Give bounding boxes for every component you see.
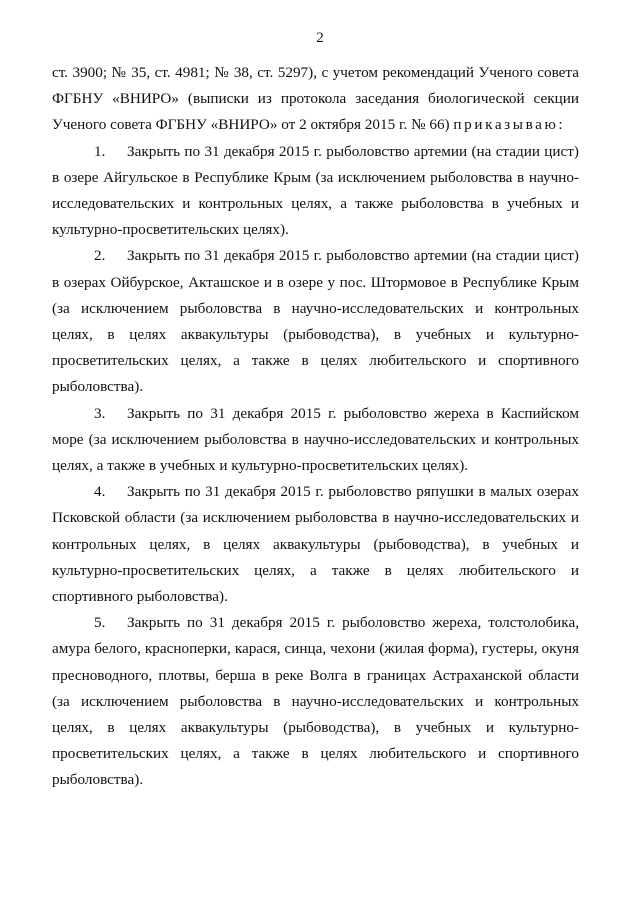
item-text: Закрыть по 31 декабря 2015 г. рыболовство жереха, толстолобика, амура белого, красноперки, карася, синца, чехони (жилая форма), густеры, окуня пресноводного, плотвы, берша в реке Волга в границах Астраханской области (за исключением рыболовства в научно-исследовательских и контрольных целях, в целях аквакультуры (рыбоводства), в учебных и культурно-просветительских целях, а также в целях любительского и спортивного рыболовства). (52, 614, 579, 789)
item-number: 1. (94, 142, 106, 160)
intro-text: ст. 3900; № 35, ст. 4981; № 38, ст. 5297), с учетом рекомендаций Ученого совета ФГБНУ «ВНИРО» (выписки из протокола заседания биологической секции Ученого совета ФГБНУ «ВНИРО» от 2 октября 2015 г. № 66) (52, 64, 579, 134)
list-item (52, 139, 579, 244)
page-number: 2 (316, 30, 324, 46)
order-word: приказываю: (453, 116, 566, 134)
document-body (52, 60, 579, 794)
list-item (52, 401, 579, 480)
list-item (52, 610, 579, 793)
item-number: 5. (94, 614, 106, 632)
item-text: Закрыть по 31 декабря 2015 г. рыболовство жереха в Каспийском море (за исключением рыболовства в научно-исследовательских и контрольных целях, а также в учебных и культурно-просветительских целях). (52, 404, 579, 475)
list-item (52, 479, 579, 610)
list-item (52, 243, 579, 400)
item-text: Закрыть по 31 декабря 2015 г. рыболовство артемии (на стадии цист) в озере Айгульское в Республике Крым (за исключением рыболовства в научно-исследовательских и контрольных целях, а также рыболовства в учебных и культурно-просветительских целях). (52, 142, 579, 239)
item-number: 3. (94, 404, 106, 422)
item-text: Закрыть по 31 декабря 2015 г. рыболовство ряпушки в малых озерах Псковской области (за исключением рыболовства в научно-исследовательских и контрольных целях, в целях аквакультуры (рыбоводства), в учебных и культурно-просветительских целях, а также в целях любительского и спортивного рыболовства). (52, 483, 579, 606)
item-text: Закрыть по 31 декабря 2015 г. рыболовство артемии (на стадии цист) в озерах Ойбурское, Акташское и в озере у пос. Штормовое в Республике Крым (за исключением рыболовства в научно-исследовательских и контрольных целях, в целях аквакультуры (рыбоводства), в учебных и культурно-просветительских целях, а также в целях любительского и спортивного рыболовства). (52, 247, 579, 396)
item-number: 2. (94, 247, 106, 265)
intro-paragraph (52, 60, 579, 139)
item-number: 4. (94, 483, 106, 501)
